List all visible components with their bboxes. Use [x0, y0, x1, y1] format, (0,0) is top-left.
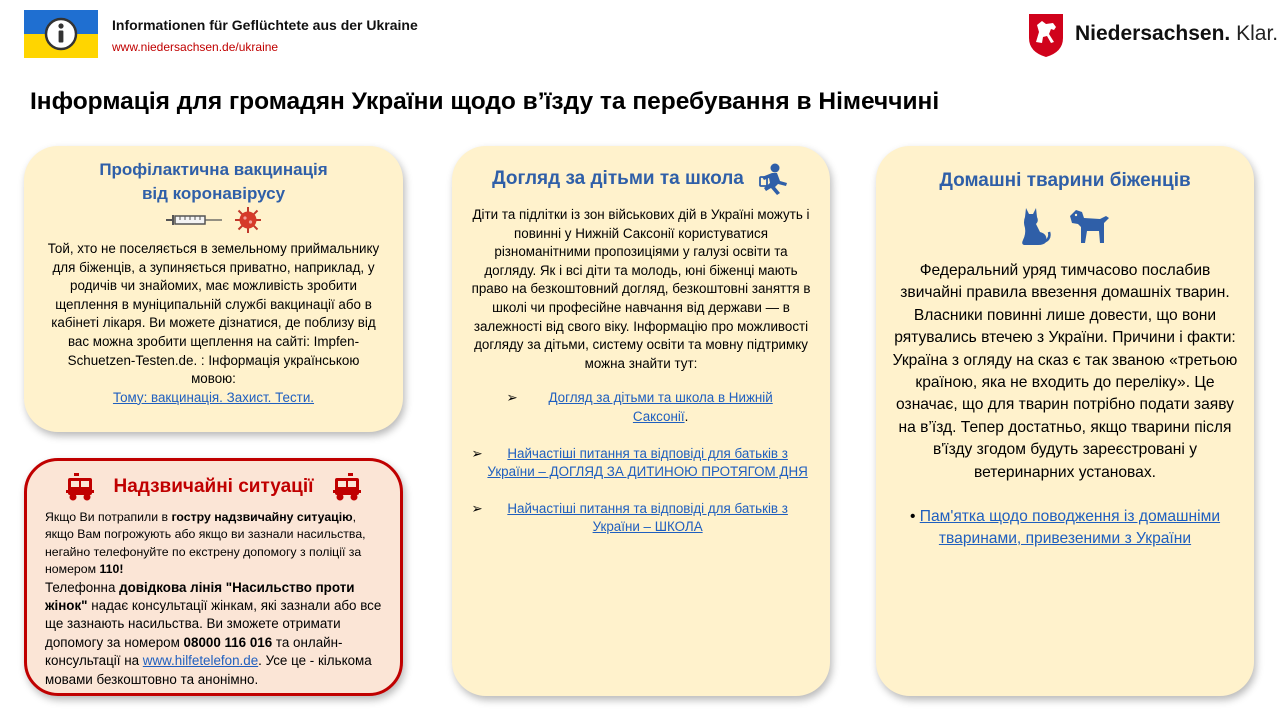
header-title: Informationen für Geflüchtete aus der Ukraine [112, 17, 418, 33]
childcare-link-2[interactable]: Найчастіші питання та відповіді для батьків з України – ДОГЛЯД ЗА ДИТИНОЮ ПРОТЯГОМ ДНЯ [487, 445, 808, 480]
vaccination-title [44, 158, 383, 206]
emergency-p1-b: гостру надзвичайну ситуацію [171, 510, 353, 524]
emergency-p2-d: та онлайн-консультації на [45, 634, 343, 669]
hilfetelefon-link[interactable]: www.hilfetelefon.de [142, 653, 259, 669]
pets-link[interactable]: Пам'ятка щодо поводження із домашніми тваринами, привезеними з України [919, 508, 1221, 548]
childcare-link-item [470, 500, 812, 537]
page-title: Інформація для громадян України щодо в’їзду та перебування в Німеччині [30, 88, 940, 115]
police-number: 110! [99, 562, 124, 577]
childcare-card [452, 146, 830, 696]
emergency-body [45, 509, 382, 689]
pets-link-item [890, 506, 1240, 551]
emergency-p2-c: надає консультації жінкам, які зазнали або все ще зазнають насильства. Ви зможете отримати допомогу за номером [45, 598, 382, 650]
vaccination-body: Той, хто не поселяється в земельному приймальнику для біженців, а зупиняється приватно, наприклад, у родичів чи знайомих, має можливість зробити щеплення в муніципальній службі вакцинації або в кабінеті лікаря. Ви можете дізнатися, де поблизу від вас можна зробити щеплення на сайті: Impfen-Schuetzen-Testen.de. : Інформація українською мовою: [47, 241, 380, 387]
childcare-link-3[interactable]: Найчастіші питання та відповіді для батьків з України – ШКОЛА [507, 500, 788, 535]
link-suffix: . [684, 408, 689, 424]
dog-icon [1066, 206, 1112, 246]
pets-body: Федеральний уряд тимчасово послабив звичайні правила ввезення домашніх тварин. Власники повинні лише довести, що вони рятувались втечею з України. Причини і факти: Україна з огляду на сказ є так званою «третьою країною, яка не входить до переліку». Це означає, що для тварин потрібно подати заяву на в’їзд. Тепер достатньо, якщо тварини після в'їзду згодом будуть зареєстровані у ветеринарних установах. [892, 262, 1238, 481]
hotline-number: 08000 116 016 [183, 634, 273, 650]
childcare-title: Догляд за дітьми та школа [492, 168, 744, 189]
info-flag-icon [24, 10, 98, 58]
arrow-bullet-icon: ➢ [471, 445, 483, 461]
cat-icon [1018, 206, 1052, 246]
header-logo-area [24, 10, 104, 58]
emergency-p2-b: довідкова лінія "Насильство проти жінок" [45, 579, 355, 614]
childcare-link-1[interactable]: Догляд за дітьми та школа в Нижній Саксонії [548, 390, 773, 424]
vaccination-card [24, 146, 403, 432]
pets-card [876, 146, 1254, 696]
lower-saxony-horse-icon [1027, 12, 1065, 58]
childcare-link-item [490, 389, 812, 426]
brand-logo [1027, 12, 1279, 60]
pets-title: Домашні тварини біженців [939, 170, 1191, 191]
brand-name: Niedersachsen. [1075, 22, 1231, 45]
bullet-icon: • [909, 508, 920, 526]
childcare-body: Діти та підлітки із зон військових дій в Україні можуть і повинні у Нижній Саксонії користуватися різноманітними пропозиціями у галузі освіти та догляду. Як і всі діти та молодь, юні біженці мають право на безкоштовний догляд, безкоштовні заняття в школі чи професійне навчання від держави — в залежності від свого віку. Інформацію про можливості догляду за дітьми, систему освіти та мовну підтримку можна знайти тут: [471, 207, 811, 371]
virus-icon [234, 206, 262, 234]
emergency-p2-a: Телефонна [45, 579, 120, 595]
emergency-card [24, 458, 403, 696]
fire-truck-icon [331, 471, 363, 503]
arrow-bullet-icon: ➢ [506, 390, 518, 406]
emergency-p2-e: . Усе це - кількома мовами безкоштовно та анонімно. [45, 653, 372, 687]
arrow-bullet-icon: ➢ [471, 500, 483, 516]
syringe-icon [165, 211, 223, 229]
running-child-icon [756, 162, 790, 196]
vaccination-title-line1: Профілактична вакцинація [99, 160, 328, 179]
header-url-link[interactable]: www.niedersachsen.de/ukraine [112, 40, 279, 54]
emergency-p1-c: , якщо Вам погрожують або якщо ви зазнали насильства, негайно телефонуйте по екстрену допомогу з поліції за номером [45, 510, 366, 577]
childcare-link-list [470, 389, 812, 537]
vaccination-link[interactable]: Тому: вакцинація. Захист. Тести. [112, 389, 315, 405]
brand-suffix: Klar. [1236, 22, 1279, 45]
fire-truck-icon [64, 471, 96, 503]
emergency-p1-a: Якщо Ви потрапили в [45, 510, 172, 524]
vaccination-title-line2: від коронавірусу [141, 184, 286, 203]
childcare-link-item [470, 445, 812, 482]
emergency-title: Надзвичайні ситуації [113, 476, 314, 497]
